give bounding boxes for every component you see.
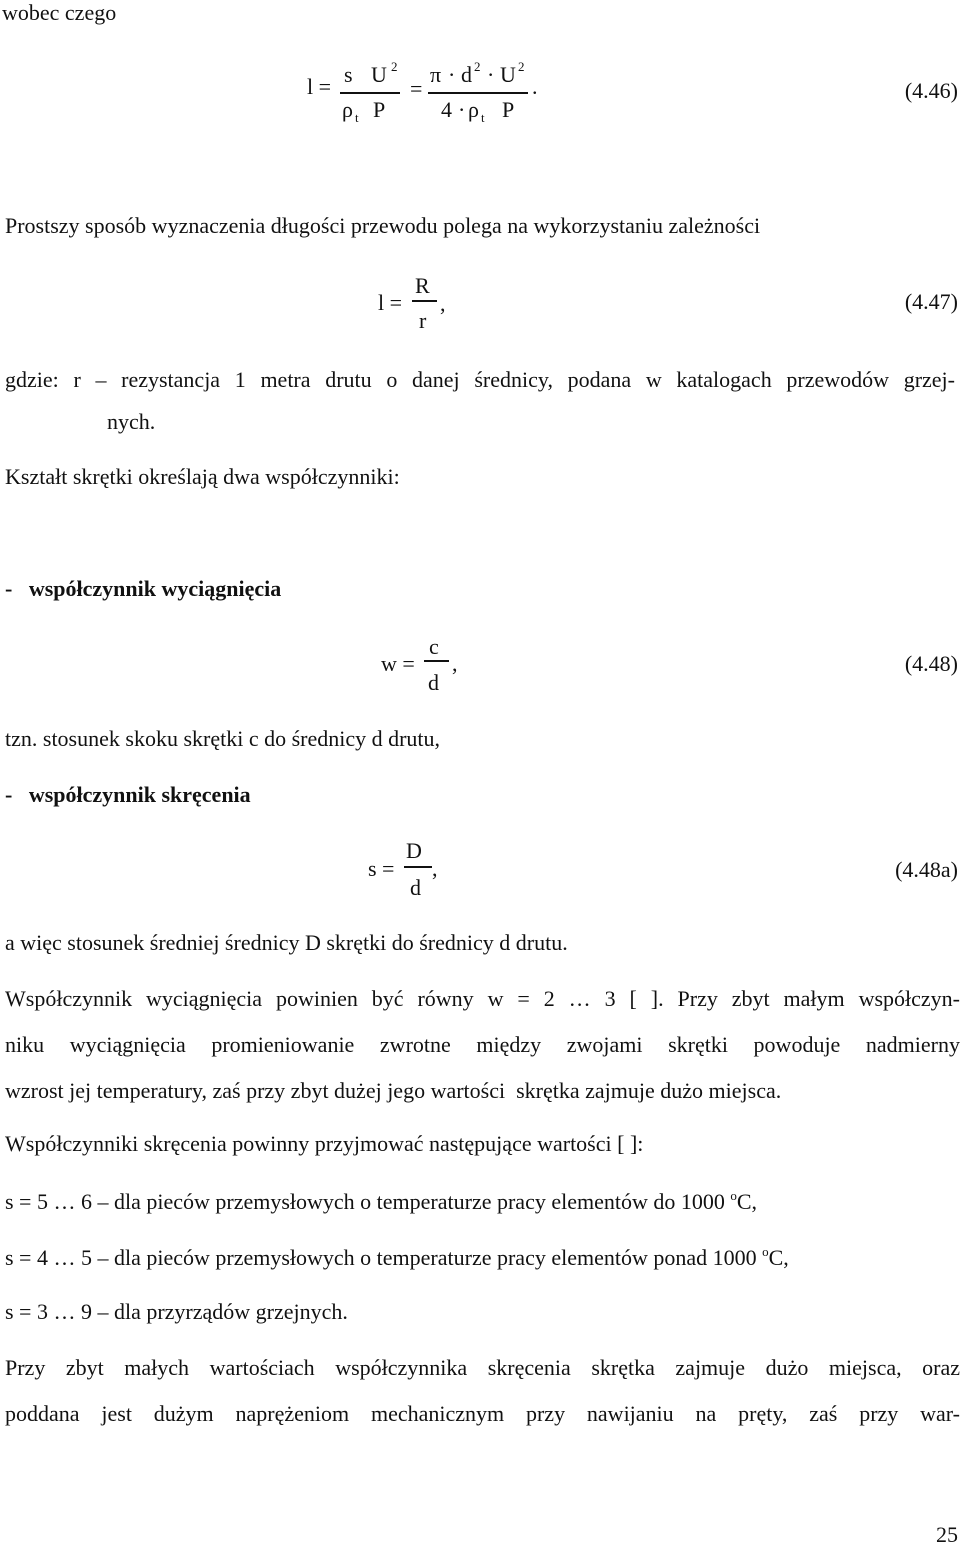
eq-dot: · — [448, 62, 456, 87]
eq-den-P: P — [373, 97, 386, 122]
eq-exponent: 2 — [391, 59, 398, 74]
text-line: nych. — [107, 409, 156, 434]
eq-num-s: s — [344, 62, 353, 87]
text-line: wobec czego — [2, 0, 117, 25]
text-line: niku wyciągnięcia promieniowanie zwrotne między zwojami skrętki powoduje nadmierny — [5, 1032, 960, 1057]
eq-num: c — [429, 634, 439, 659]
eq-den-4: 4 — [441, 97, 452, 122]
eq-den: d — [428, 670, 439, 695]
eq-num: R — [415, 273, 430, 298]
text-line: Prostszy sposób wyznaczenia długości przewodu polega na wykorzystaniu zależności — [5, 213, 761, 238]
equation-number: (4.48) — [904, 651, 958, 676]
degree-sign: o — [762, 1244, 769, 1259]
eq-num: D — [406, 838, 422, 863]
eq-end: , — [452, 651, 458, 676]
bullet-heading: - współczynnik skręcenia — [5, 782, 251, 807]
equation-number: (4.46) — [904, 78, 958, 103]
text-line: tzn. stosunek skoku skrętki c do średnicy d drutu, — [5, 726, 441, 751]
list-item: s = 3 … 9 – dla przyrządów grzejnych. — [5, 1299, 348, 1324]
fraction-bar — [404, 866, 432, 868]
eq-den: r — [419, 308, 427, 333]
eq-subscript: t — [355, 110, 359, 125]
list-item-text: C, — [768, 1245, 789, 1270]
text-line: Współczynnik wyciągnięcia powinien być równy w = 2 … 3 [ ]. Przy zbyt małym współczyn- — [5, 986, 960, 1011]
eq-den-rho: ρ — [468, 97, 479, 122]
eq-exponent: 2 — [474, 59, 481, 74]
eq-num-U: U — [371, 62, 387, 87]
eq-subscript: t — [481, 110, 485, 125]
fraction-bar — [412, 300, 437, 302]
eq-den-P: P — [502, 97, 515, 122]
list-item-text: s = 5 … 6 – dla pieców przemysłowych o temperaturze pracy elementów do 1000 — [5, 1189, 731, 1214]
eq-lhs: s = — [368, 856, 395, 881]
list-item-text: C, — [736, 1189, 758, 1214]
eq-end: , — [440, 291, 446, 316]
text-line: Współczynniki skręcenia powinny przyjmować następujące wartości [ ]: — [5, 1131, 644, 1156]
degree-sign: o — [730, 1188, 737, 1203]
eq-lhs: l = — [378, 290, 403, 315]
eq-lhs: l = — [307, 74, 332, 99]
eq-end: . — [532, 74, 538, 99]
page-number: 25 — [936, 1522, 958, 1547]
eq-den-rho: ρ — [342, 97, 353, 122]
text-line: poddana jest dużym naprężeniom mechanicznym przy nawijaniu na pręty, zaś przy war- — [5, 1401, 960, 1426]
text-line: Kształt skrętki określają dwa współczynniki: — [5, 464, 400, 489]
fraction-bar — [428, 92, 528, 94]
equation-number: (4.47) — [904, 289, 958, 314]
eq-dot: · — [458, 97, 466, 122]
eq-lhs: w = — [381, 651, 415, 676]
equation-number: (4.48a) — [895, 857, 958, 882]
bullet-heading: - współczynnik wyciągnięcia — [5, 576, 282, 601]
eq-den: d — [410, 875, 421, 900]
eq-end: , — [432, 856, 438, 881]
eq-dot: · — [487, 62, 495, 87]
text-line: gdzie: r – rezystancja 1 metra drutu o danej średnicy, podana w katalogach przewodów grzej- — [5, 367, 955, 392]
eq-num-U: U — [500, 62, 516, 87]
text-line: wzrost jej temperatury, zaś przy zbyt dużej jego wartości skrętka zajmuje dużo miejsca. — [5, 1078, 782, 1103]
list-item — [5, 1245, 789, 1269]
eq-exponent: 2 — [518, 59, 525, 74]
fraction-bar — [340, 92, 400, 94]
text-line: Przy zbyt małych wartościach współczynnika skręcenia skrętka zajmuje dużo miejsca, oraz — [5, 1355, 960, 1380]
list-item — [5, 1189, 757, 1213]
list-item-text: s = 4 … 5 – dla pieców przemysłowych o temperaturze pracy elementów ponad 1000 — [5, 1245, 763, 1270]
text-line: a więc stosunek średniej średnicy D skrętki do średnicy d drutu. — [5, 930, 568, 955]
eq-num-pi: π — [430, 62, 442, 87]
eq-equals: = — [410, 76, 423, 101]
fraction-bar — [424, 660, 449, 662]
eq-num-d: d — [461, 62, 472, 87]
